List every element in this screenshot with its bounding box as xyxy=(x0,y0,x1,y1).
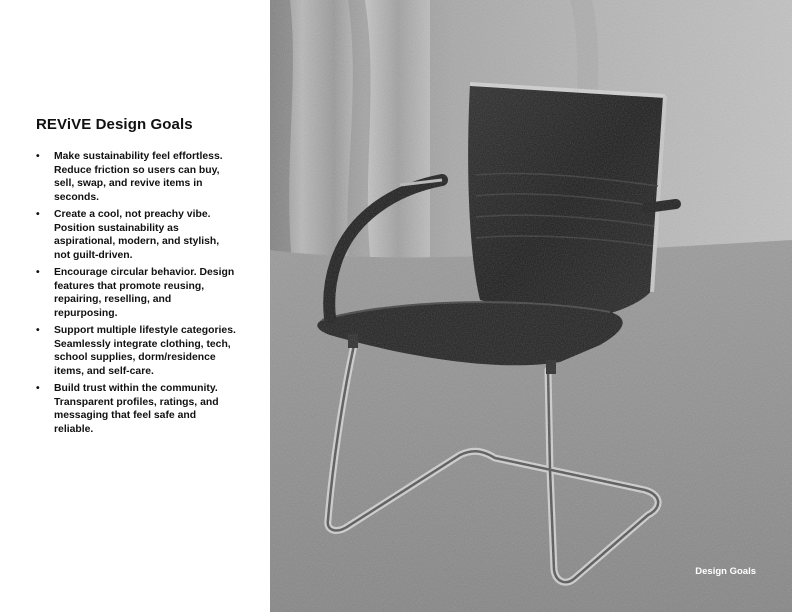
photo-caption: Design Goals xyxy=(695,566,756,577)
bullet-icon: • xyxy=(36,383,40,394)
chair-photo xyxy=(270,0,792,612)
list-item xyxy=(36,266,236,320)
list-item xyxy=(36,382,236,436)
goal-text: Make sustainability feel effortless. Reduce friction so users can buy, sell, swap, and revive items in seconds. xyxy=(54,151,223,203)
bullet-icon: • xyxy=(36,267,40,278)
goal-text: Support multiple lifestyle categories. Seamlessly integrate clothing, tech, school supplies, dorm/residence items, and self-care. xyxy=(54,325,236,377)
page-title: REViVE Design Goals xyxy=(36,116,193,133)
goal-text: Create a cool, not preachy vibe. Position sustainability as aspirational, modern, and stylish, not guilt-driven. xyxy=(54,209,220,261)
text-panel xyxy=(0,0,270,612)
chair-illustration xyxy=(270,0,792,612)
film-grain xyxy=(270,0,792,612)
design-goals-list xyxy=(36,150,236,440)
goal-text: Build trust within the community. Transparent profiles, ratings, and messaging that feel safe and reliable. xyxy=(54,383,219,435)
bullet-icon: • xyxy=(36,209,40,220)
goal-text: Encourage circular behavior. Design features that promote reusing, repairing, reselling, and repurposing. xyxy=(54,267,235,319)
bullet-icon: • xyxy=(36,151,40,162)
list-item xyxy=(36,150,236,204)
list-item xyxy=(36,208,236,262)
list-item xyxy=(36,324,236,378)
bullet-icon: • xyxy=(36,325,40,336)
